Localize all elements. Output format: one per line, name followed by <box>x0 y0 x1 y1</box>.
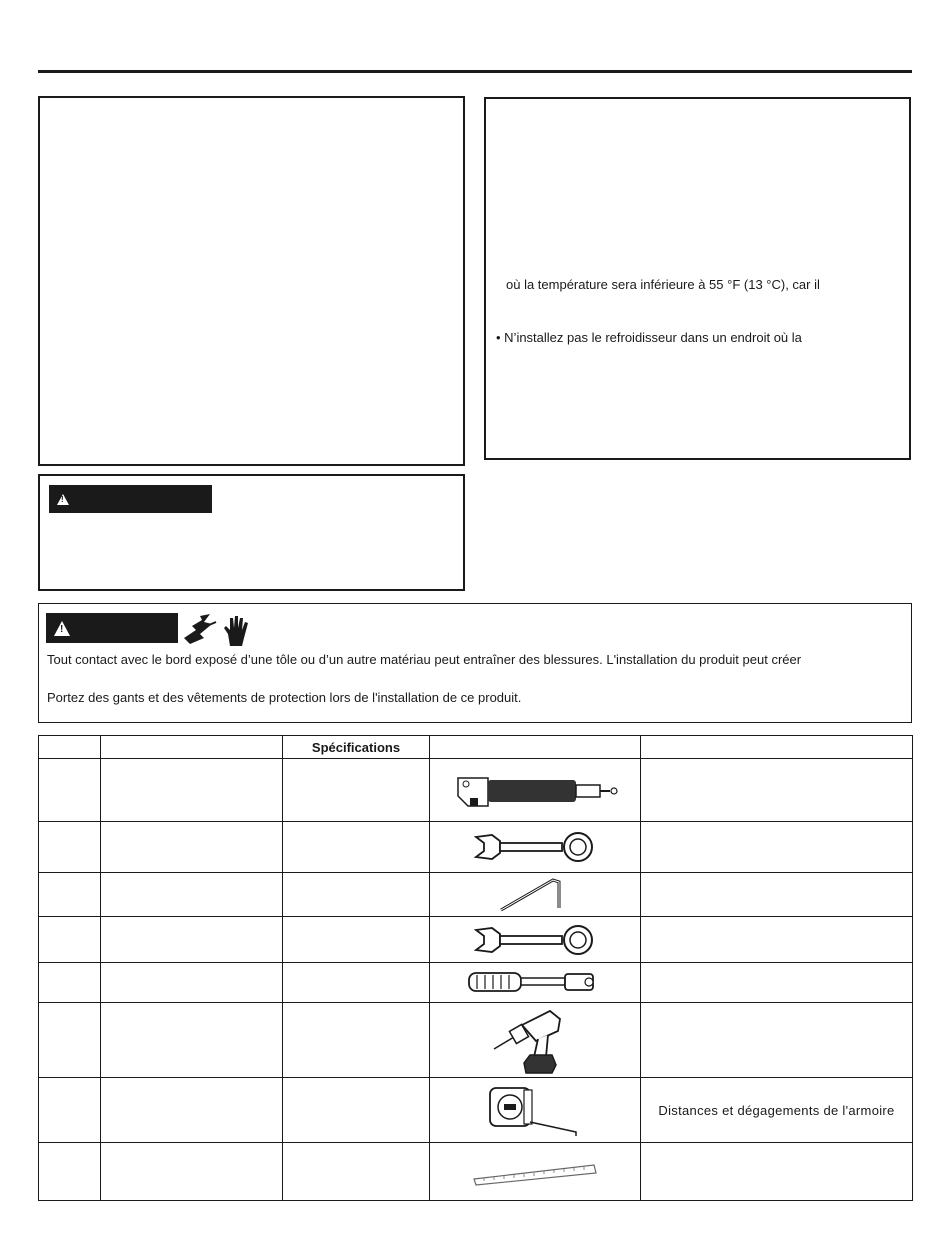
sharp-edge-warning-box <box>38 603 912 723</box>
column-header <box>101 736 283 759</box>
torque-driver-icon <box>450 768 620 812</box>
table-row <box>39 1143 913 1201</box>
hex-key-icon <box>495 876 575 914</box>
tool-note <box>641 963 913 1003</box>
tool-note <box>641 759 913 822</box>
cordless-drill-icon <box>490 1005 580 1075</box>
column-header <box>430 736 641 759</box>
cut-hand-hazard-icon <box>182 612 252 648</box>
small-warning-box <box>38 474 465 591</box>
tools-table <box>38 735 913 1201</box>
table-row <box>39 917 913 963</box>
combination-wrench-icon <box>470 920 600 960</box>
table-row <box>39 873 913 917</box>
right-box-line-1: où la température sera inférieure à 55 °F (13 °C), car il <box>506 277 820 292</box>
tape-measure-icon <box>480 1080 590 1140</box>
right-info-box <box>484 97 911 460</box>
table-row <box>39 822 913 873</box>
table-row <box>39 963 913 1003</box>
warning-badge <box>46 613 178 643</box>
tool-note <box>641 1003 913 1078</box>
tool-note <box>641 1143 913 1201</box>
left-info-box <box>38 96 465 466</box>
table-row <box>39 759 913 822</box>
column-header <box>39 736 101 759</box>
tool-note <box>641 873 913 917</box>
ruler-icon <box>470 1157 600 1187</box>
column-header <box>641 736 913 759</box>
header-rule <box>38 70 912 73</box>
tool-note <box>641 822 913 873</box>
table-header-row <box>39 736 913 759</box>
column-header: Spécifications <box>283 736 430 759</box>
table-row <box>39 1003 913 1078</box>
warning-line-2: Portez des gants et des vêtements de protection lors de l'installation de ce produit. <box>47 690 522 705</box>
warning-triangle-icon: ! <box>57 494 69 505</box>
tool-note <box>641 917 913 963</box>
table-row <box>39 1078 913 1143</box>
nut-driver-icon <box>465 965 605 1001</box>
warning-badge <box>49 485 212 513</box>
warning-triangle-icon: ! <box>54 621 70 636</box>
warning-line-1: Tout contact avec le bord exposé d’une tôle ou d’un autre matériau peut entraîner des blessures. L'installation du produit peut créer <box>47 652 802 667</box>
combination-wrench-icon <box>470 827 600 867</box>
right-box-line-2: • N’installez pas le refroidisseur dans un endroit où la <box>496 330 802 345</box>
tool-note: Distances et dégagements de l'armoire <box>641 1078 913 1143</box>
